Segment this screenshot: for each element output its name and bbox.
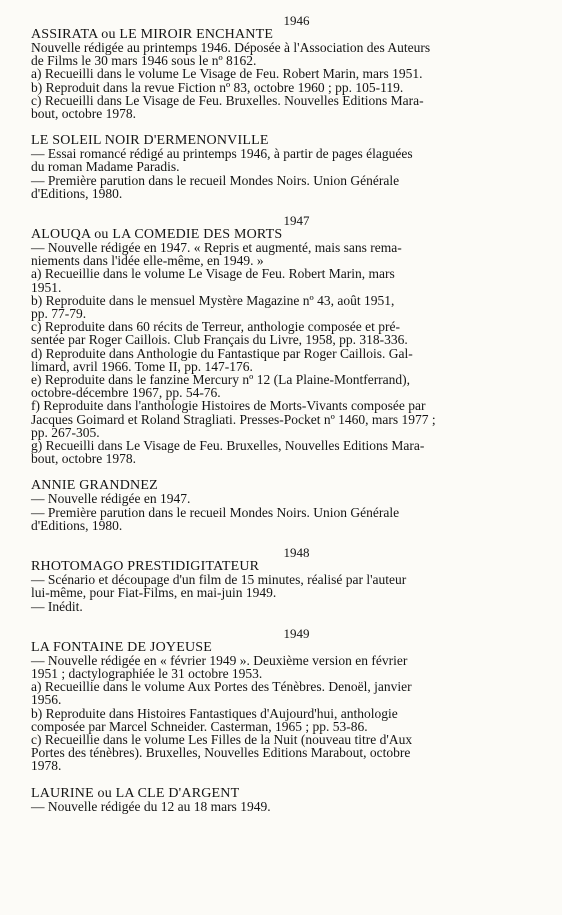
entry-line: b) Reproduite dans le mensuel Mystère Magazine nº 43, août 1951, [31, 292, 395, 308]
entry-title: ANNIE GRANDNEZ [31, 478, 158, 494]
entry-line: c) Reproduite dans 60 récits de Terreur, anthologie composée et pré- [31, 319, 401, 335]
entry-assirata [31, 28, 562, 120]
entry-line: — Scénario et découpage d'un film de 15 minutes, réalisé par l'auteur [31, 572, 407, 588]
entry-line: pp. 77-79. [31, 306, 87, 322]
entry-line: a) Recueillie dans le volume Aux Portes des Ténèbres. Denoël, janvier [31, 679, 412, 695]
entry-line: b) Reproduit dans la revue Fiction nº 83, octobre 1960 ; pp. 105-119. [31, 79, 404, 95]
entry-title: ALOUQA ou LA COMEDIE DES MORTS [31, 227, 283, 243]
entry-line: d'Editions, 1980. [31, 517, 123, 533]
entry-line: g) Recueilli dans Le Visage de Feu. Bruxelles, Nouvelles Editions Mara- [31, 438, 425, 454]
entry-title: LE SOLEIL NOIR D'ERMENONVILLE [31, 133, 269, 149]
entry-line: de Films le 30 mars 1946 sous le nº 8162. [31, 53, 257, 69]
entry-line: — Première parution dans le recueil Mondes Noirs. Union Générale [31, 172, 400, 188]
year-section-1948 [31, 546, 562, 613]
entry-line: sentée par Roger Caillois. Club Français du Livre, 1958, pp. 318-336. [31, 332, 408, 348]
entry-line: e) Reproduite dans le fanzine Mercury nº 12 (La Plaine-Montferrand), [31, 372, 411, 388]
entry-line: — Inédit. [31, 598, 83, 614]
entry-line: — Nouvelle rédigée en 1947. « Repris et augmenté, mais sans rema- [31, 240, 402, 256]
entry-line: 1951. [31, 279, 62, 295]
year-heading: 1946 [283, 13, 310, 28]
entry-laurine [31, 787, 562, 813]
entry-line: d) Reproduite dans Anthologie du Fantastique par Roger Caillois. Gal- [31, 345, 413, 361]
year-section-1946 [31, 14, 562, 200]
entry-line: limard, avril 1966. Tome II, pp. 147-176. [31, 358, 253, 374]
entry-line: — Nouvelle rédigée du 12 au 18 mars 1949. [31, 798, 271, 814]
entry-line: octobre-décembre 1967, pp. 54-76. [31, 385, 221, 401]
entry-annie-grandnez [31, 479, 562, 532]
entry-fontaine-de-joyeuse [31, 641, 562, 773]
entry-line: c) Recueillie dans le volume Les Filles de la Nuit (nouveau titre d'Aux [31, 731, 413, 747]
entry-line: c) Recueilli dans Le Visage de Feu. Bruxelles. Nouvelles Editions Mara- [31, 92, 424, 108]
entry-line: Nouvelle rédigée au printemps 1946. Déposée à l'Association des Auteurs [31, 40, 431, 55]
entry-line: Portes des ténèbres). Bruxelles, Nouvelles Editions Marabout, octobre [31, 745, 411, 761]
entry-line: — Essai romancé rédigé au printemps 1946, à partir de pages élaguées [31, 146, 413, 162]
entry-title: RHOTOMAGO PRESTIDIGITATEUR [31, 559, 260, 575]
year-heading: 1948 [283, 545, 310, 561]
year-heading: 1947 [283, 213, 310, 229]
entry-soleil-noir [31, 134, 562, 200]
year-section-1947 [31, 214, 562, 532]
entry-line: d'Editions, 1980. [31, 185, 123, 201]
entry-line: f) Reproduite dans l'anthologie Histoires de Morts-Vivants composée par [31, 398, 426, 414]
entry-line: bout, octobre 1978. [31, 451, 136, 467]
entry-line: bout, octobre 1978. [31, 106, 136, 122]
entry-line: Jacques Goimard et Roland Stragliati. Presses-Pocket nº 1460, mars 1977 ; [31, 411, 436, 427]
entry-title: LAURINE ou LA CLE D'ARGENT [31, 785, 240, 801]
year-section-1949 [31, 627, 562, 813]
entry-line: b) Reproduite dans Histoires Fantastiques d'Aujourd'hui, anthologie [31, 705, 398, 721]
entry-line: a) Recueillie dans le volume Le Visage de Feu. Robert Marin, mars [31, 266, 395, 282]
entry-line: a) Recueilli dans le volume Le Visage de Feu. Robert Marin, mars 1951. [31, 66, 423, 82]
entry-line: lui-même, pour Fiat-Films, en mai-juin 1949. [31, 585, 277, 601]
entry-line: du roman Madame Paradis. [31, 159, 180, 175]
entry-alouqa [31, 228, 562, 465]
entry-line: niements dans l'idée elle-même, en 1949. » [31, 253, 264, 269]
entry-line: — Nouvelle rédigée en « février 1949 ». Deuxième version en février [31, 652, 408, 668]
entry-line: — Première parution dans le recueil Mondes Noirs. Union Générale [31, 504, 400, 520]
entry-line: — Nouvelle rédigée en 1947. [31, 491, 191, 507]
entry-line: pp. 267-305. [31, 424, 100, 440]
entry-line: 1978. [31, 758, 62, 774]
entry-line: 1951 ; dactylographiée le 31 octobre 1953. [31, 665, 263, 681]
entry-line: composée par Marcel Schneider. Casterman, 1965 ; pp. 53-86. [31, 718, 368, 734]
entry-title: ASSIRATA ou LE MIROIR ENCHANTE [31, 27, 274, 42]
entry-rhotomago [31, 560, 562, 613]
entry-title: LA FONTAINE DE JOYEUSE [31, 639, 212, 655]
year-heading: 1949 [283, 625, 310, 641]
entry-line: 1956. [31, 692, 62, 708]
